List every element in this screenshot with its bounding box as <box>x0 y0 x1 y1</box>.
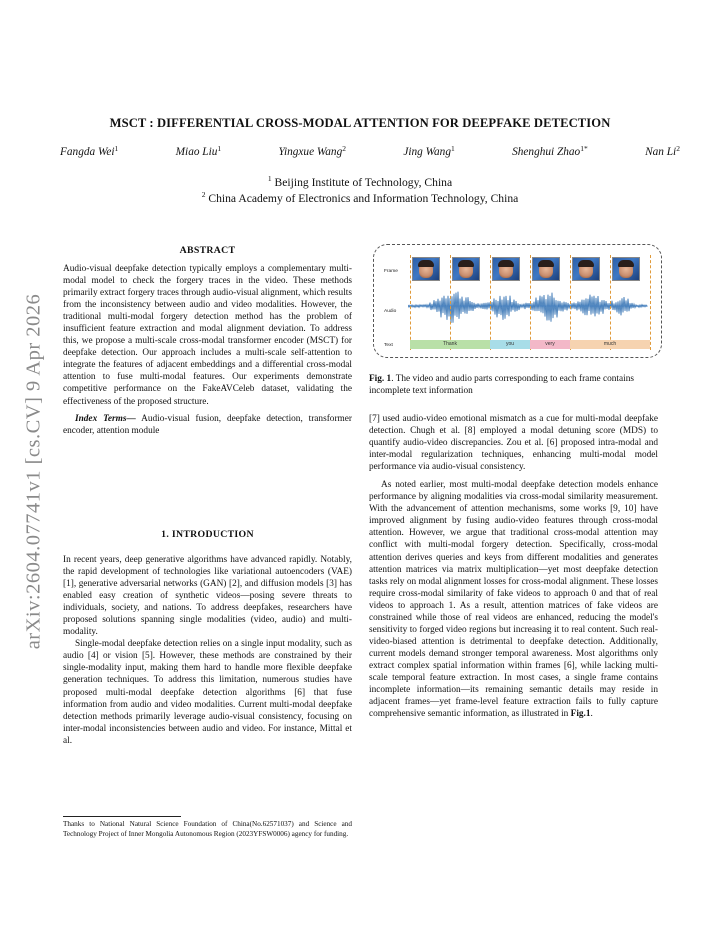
right-column-text <box>369 413 658 720</box>
intro-paragraph-2: Single-modal deepfake detection relies on a single input modality, such as audio [4] or vision [5]. However, these methods are constrained by their single-modality input, making them hard to handle more flexible deepfake generation techniques. To address this limitation, numerous studies have proposed multi-modal deepfake detection algorithms [6] that fuse information from audio and video modalities. Current multi-modal deepfake detection methods primarily leverage audio-visual consistency, focusing on inter-modal inconsistencies between audio and video. For instance, Mittal et al. <box>63 639 352 746</box>
affiliation-2 <box>0 192 720 205</box>
video-frame <box>452 257 480 281</box>
transcript-word: very <box>530 340 570 349</box>
abstract-text: Audio-visual deepfake detection typically employs a complementary multi-modal model to check the forgery traces in the video. These methods primarily extract forgery traces through audio-visual alignment, which results from the inconsistency between audio and video modalities. However, the traditional multi-modal forgery detection method has the problem of insufficient feature extraction and modal alignment deviation. To address this, we propose a multi-scale cross-modal transformer encoder (MSCT) for deepfake detection. Our approach includes a multi-scale self-attention to integrate the features of adjacent embeddings and a differential cross-modal attention to fuse multi-modal features. Our experiments demonstrate competitive performance on the FakeAVCeleb dataset, validating the effectiveness of the proposed structure. <box>63 264 352 407</box>
figure-1 <box>373 244 662 358</box>
audio-waveform <box>408 283 648 329</box>
figure-reference: Fig.1 <box>570 709 591 720</box>
introduction-section <box>63 529 352 747</box>
video-frame <box>492 257 520 281</box>
index-terms-text: Audio-visual fusion, deepfake detection, transformer encoder, attention module <box>63 413 352 436</box>
author-name: Yingxue Wang <box>278 146 343 158</box>
author <box>645 146 680 158</box>
right-paragraph-2-text: As noted earlier, most multi-modal deepfake detection models enhance performance by aligning modalities via cross-modal similarity measurement. With the advancement of attention mechanisms, some works [9, 10] have improved alignment by fusing audio-video features through cross-modal attention. However, we argue that traditional cross-modal attention may conflict with multi-modal forgery detection. Specifically, cross-modal attention derives queries and keys from different modalities and generates attention matrices via matrix multiplication—yet most deepfake detection tasks rely on modal alignment losses for cross-modal alignment. These losses require cross-modal similarity of fake videos to approach 0 and that of real videos to approach 1. As a result, attention matrices of fake videos are constrained while those of real videos are enhanced, reducing the model's sensitivity to forged video regions but increasing it to real content. Such real-video-biased attention is detrimental to deepfake detection. Additionally, current models demand stronger temporal awareness. Most algorithms only extract complex spatial information within frames [6], while lacking multi-scale temporal feature extraction. In most cases, a single frame contains incomplete information—its remaining semantic details may reside in adjacent frames—yet frame-level feature extraction fails to fully capture comprehensive semantic information, as illustrated in <box>369 480 658 720</box>
author-name: Shenghui Zhao <box>512 146 581 158</box>
author <box>176 146 222 158</box>
frame-hair <box>578 260 594 267</box>
affiliation-number: 1 <box>267 174 272 183</box>
figure-1-caption <box>369 373 658 397</box>
video-frame <box>412 257 440 281</box>
arxiv-identifier: arXiv:2604.07741v1 [cs.CV] 9 Apr 2026 <box>22 293 45 650</box>
author <box>403 146 454 158</box>
right-paragraph-1: [7] used audio-video emotional mismatch as a cue for multi-modal deepfake detection. Chugh et al. [8] employed a modal detuning score (MDS) to quantify audio-video discrepancies. Zou et al. [6] proposed intra-modal and inter-modal regularization techniques, enhancing multi-modal model performance via audio-visual consistency. <box>369 414 658 473</box>
author-affiliation-mark: 1 <box>114 144 119 153</box>
affiliation-text: Beijing Institute of Technology, China <box>274 176 453 189</box>
transcript-word: much <box>570 340 650 349</box>
introduction-heading: 1. INTRODUCTION <box>161 529 254 540</box>
abstract-section <box>63 245 352 437</box>
frame-boundary-line <box>450 255 451 350</box>
affiliation-text: China Academy of Electronics and Information Technology, China <box>208 192 519 205</box>
abstract-heading: ABSTRACT <box>179 245 236 256</box>
author <box>279 146 346 158</box>
author-name: Jing Wang <box>403 146 451 158</box>
author <box>60 146 118 158</box>
frame-hair <box>618 260 634 267</box>
author <box>512 146 588 158</box>
frame-hair <box>498 260 514 267</box>
transcript-word: you <box>490 340 530 349</box>
author-name: Nan Li <box>645 146 677 158</box>
author-affiliation-mark: 1 <box>217 144 222 153</box>
affiliation-number: 2 <box>201 190 206 199</box>
frame-hair <box>538 260 554 267</box>
frame-hair <box>418 260 434 267</box>
footnote-rule <box>63 816 181 817</box>
affiliation-1 <box>0 176 720 189</box>
video-frame <box>612 257 640 281</box>
author-list <box>60 146 680 158</box>
frame-boundary-line <box>570 255 571 350</box>
author-affiliation-mark: 1 <box>450 144 455 153</box>
author-affiliation-mark: 1* <box>580 144 588 153</box>
frame-boundary-line <box>610 255 611 350</box>
author-affiliation-mark: 2 <box>342 144 346 153</box>
caption-label: Fig. 1 <box>369 374 392 384</box>
frame-boundary-line <box>530 255 531 350</box>
audio-row-label: Audio <box>384 309 397 314</box>
frame-hair <box>458 260 474 267</box>
video-frame <box>572 257 600 281</box>
text-row-label: Text <box>384 343 393 348</box>
transcript-word: Thank <box>410 340 490 349</box>
author-name: Fangda Wei <box>60 146 115 158</box>
video-frame <box>532 257 560 281</box>
frame-boundary-line <box>650 255 651 350</box>
intro-paragraph-1: In recent years, deep generative algorithms have advanced rapidly. Notably, the rapid development of technologies like variational autoencoders (VAE) [1], generative adversarial networks (GAN) [2], and diffusion models [3] has enabled easy creation of synthetic videos—posing severe threats to individuals, society, and nations. To address deepfakes, researchers have proposed solutions spanning single modalities (video, audio) and multi-modality. <box>63 555 352 638</box>
right-paragraph-2-end: . <box>590 709 593 720</box>
index-terms-label: Index Terms— <box>75 413 136 424</box>
funding-footnote: Thanks to National Natural Science Foundation of China(No.62571037) and Science and Technology Project of Inner Mongolia Autonomous Region (2023YFSW0006) agency for funding. <box>63 820 352 838</box>
author-name: Miao Liu <box>175 146 218 158</box>
caption-text: . The video and audio parts corresponding to each frame contains incomplete text information <box>369 374 634 397</box>
paper-title: MSCT : DIFFERENTIAL CROSS-MODAL ATTENTION FOR DEEPFAKE DETECTION <box>109 116 611 130</box>
frame-boundary-line <box>410 255 411 350</box>
index-terms <box>63 413 352 437</box>
right-paragraph-2 <box>369 479 658 720</box>
frame-row-label: Frame <box>384 269 398 274</box>
author-affiliation-mark: 2 <box>676 144 680 153</box>
frame-boundary-line <box>490 255 491 350</box>
